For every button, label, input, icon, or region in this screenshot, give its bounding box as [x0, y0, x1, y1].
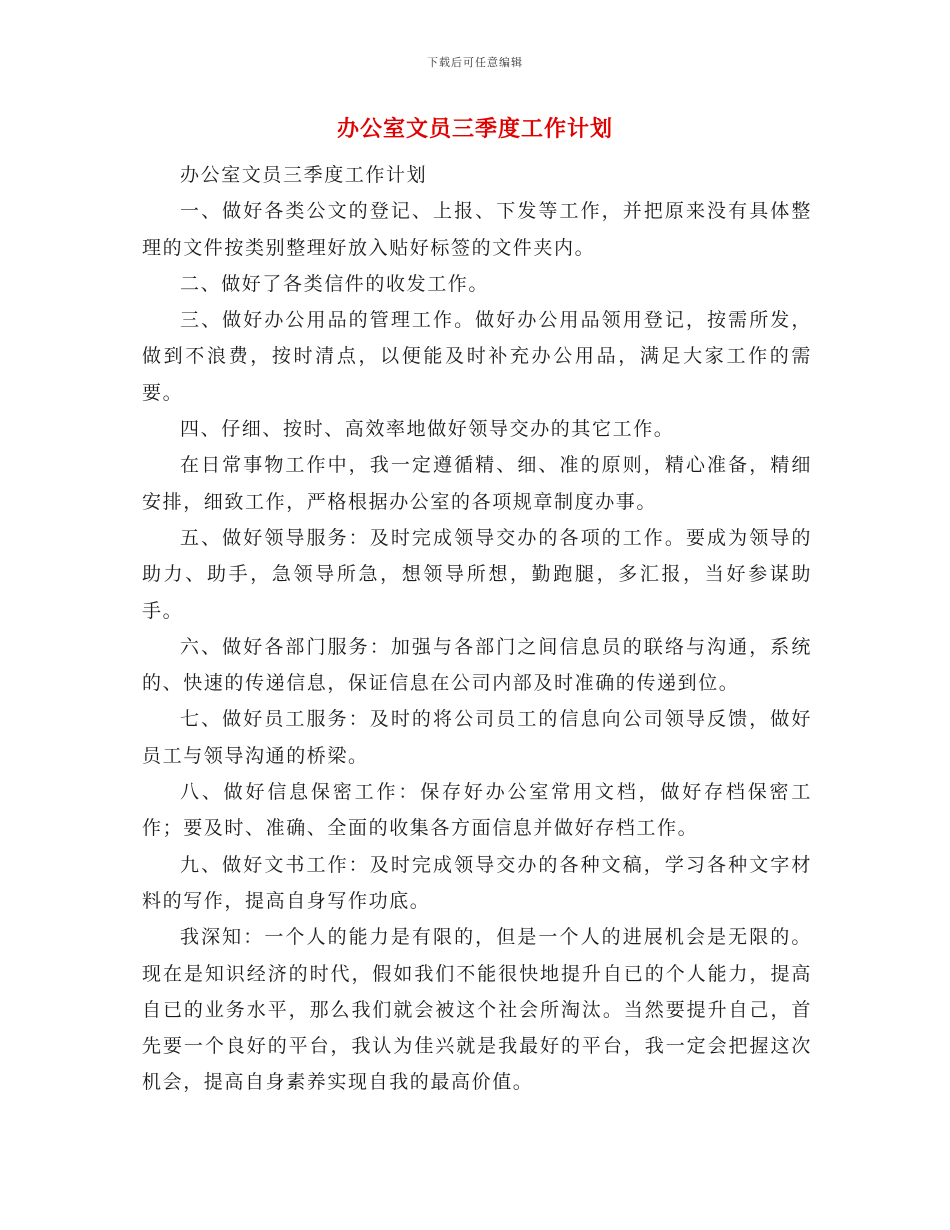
- paragraph-item-2: 二、做好了各类信件的收发工作。: [180, 272, 490, 295]
- paragraph-item-4: 四、仔细、按时、高效率地做好领导交办的其它工作。: [180, 418, 675, 441]
- paragraph-item-6: 六、做好各部门服务：加强与各部门之间信息员的联络与沟通，系统的、快速的传递信息，保证信息在公司内部及时准确的传递到位。: [142, 635, 812, 695]
- paragraph-item-1: 一、做好各类公文的登记、上报、下发等工作，并把原来没有具体整理的文件按类别整理好放入贴好标签的文件夹内。: [142, 200, 812, 259]
- paragraph-item-8: 八、做好信息保密工作：保存好办公室常用文档，做好存档保密工作；要及时、准确、全面的收集各方面信息并做好存档工作。: [142, 781, 812, 840]
- header-note: 下载后可任意编辑: [427, 56, 523, 69]
- paragraph-item-3: 三、做好办公用品的管理工作。做好办公用品领用登记，按需所发，做到不浪费，按时清点，以便能及时补充办公用品，满足大家工作的需要。: [142, 309, 812, 404]
- document-title: 办公室文员三季度工作计划: [336, 116, 613, 142]
- document-body: [142, 157, 812, 1101]
- paragraph-item-5: 五、做好领导服务：及时完成领导交办的各项的工作。要成为领导的助力、助手，急领导所急，想领导所想，勤跑腿，多汇报，当好参谋助手。: [142, 526, 812, 622]
- paragraph-conclusion: 我深知：一个人的能力是有限的，但是一个人的进展机会是无限的。现在是知识经济的时代，假如我们不能很快地提升自已的个人能力，提高自已的业务水平，那么我们就会被这个社会所淘汰。当然要提升自己，首先要一个良好的平台，我认为佳兴就是我最好的平台，我一定会把握这次机会，提高自身素养实现自我的最高价值。: [142, 926, 812, 1094]
- paragraph-item-7: 七、做好员工服务：及时的将公司员工的信息向公司领导反馈，做好员工与领导沟通的桥梁。: [142, 708, 812, 767]
- paragraph-item-9: 九、做好文书工作：及时完成领导交办的各种文稿，学习各种文字材料的写作，提高自身写作功底。: [142, 853, 812, 912]
- paragraph-daily-work: 在日常事物工作中，我一定遵循精、细、准的原则，精心准备，精细安排，细致工作，严格根据办公室的各项规章制度办事。: [142, 454, 812, 513]
- paragraph-doc-subtitle: 办公室文员三季度工作计划: [180, 164, 428, 186]
